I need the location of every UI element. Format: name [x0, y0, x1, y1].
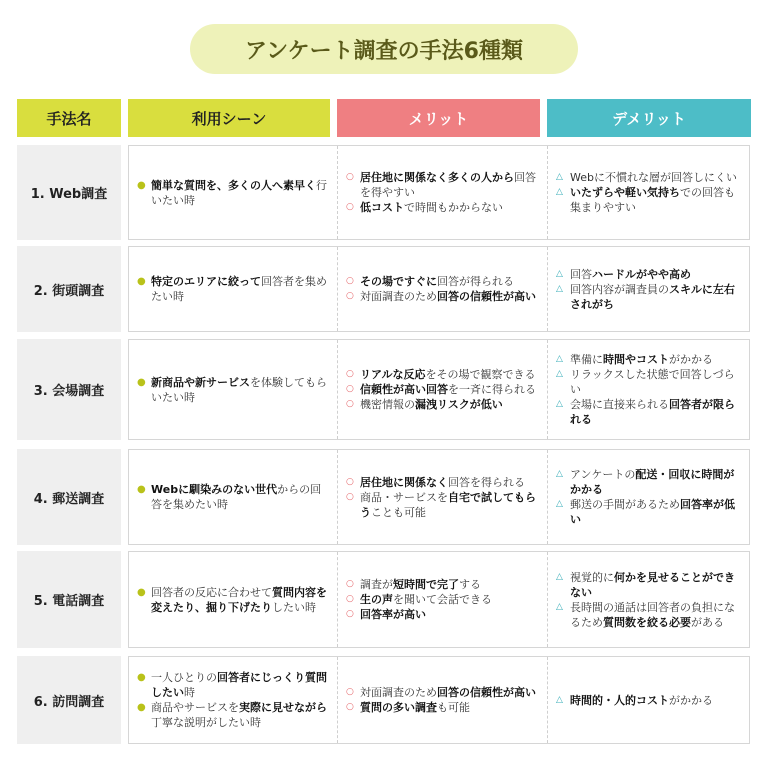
emphasis-text: 短時間で完了: [393, 578, 459, 591]
emphasis-text: 回答率が低い: [570, 498, 735, 526]
usage-scene-item: [137, 670, 329, 700]
table-row: [128, 246, 750, 332]
merit-text: [360, 607, 539, 622]
plain-text: 回答者の反応に合わせて: [151, 585, 272, 599]
merit-text: [360, 200, 539, 215]
demerit-text: [570, 570, 742, 600]
merit-cell: [337, 340, 547, 439]
merit-item: [346, 607, 539, 622]
usage-scene-text: [151, 670, 329, 700]
merit-text: [360, 170, 539, 200]
merit-cell: [337, 450, 547, 544]
merit-text: [360, 382, 539, 397]
demerit-text: [570, 497, 742, 527]
demerit-text: [570, 170, 742, 185]
circle-marker-icon: ○: [346, 384, 354, 394]
merit-item: [346, 274, 539, 289]
merit-item: [346, 170, 539, 200]
plain-text: 長時間の通話は回答者の負担になるため: [570, 600, 735, 629]
plain-text: Webに不慣れな層が回答しにくい: [570, 171, 737, 184]
triangle-marker-icon: △: [556, 694, 563, 705]
usage-scene-cell: [129, 657, 337, 743]
plain-text: 丁寧な説明がしたい時: [151, 716, 261, 729]
merit-item: [346, 685, 539, 700]
emphasis-text: 質問数を絞る必要: [603, 615, 691, 629]
bullet-dot-icon: ●: [137, 586, 146, 598]
plain-text: を一斉に得られる: [448, 383, 536, 396]
plain-text: アンケートの: [570, 468, 636, 481]
triangle-marker-icon: △: [556, 187, 563, 197]
usage-scene-cell: [129, 450, 337, 544]
plain-text: を聞いて会話できる: [393, 593, 492, 606]
merit-item: [346, 289, 539, 304]
emphasis-text: 自宅で試してもらう: [360, 490, 536, 519]
demerit-item: [556, 185, 742, 215]
demerit-text: [570, 397, 742, 427]
plain-text: がある: [691, 615, 724, 629]
plain-text: からの回答を集めたい時: [151, 483, 322, 511]
merit-item: [346, 200, 539, 215]
demerit-item: [556, 170, 742, 185]
bullet-dot-icon: ●: [137, 484, 146, 495]
triangle-marker-icon: △: [556, 571, 563, 582]
usage-scene-item: [137, 178, 329, 208]
usage-scene-item: [137, 585, 329, 615]
demerit-cell: [547, 146, 750, 239]
demerit-item: [556, 693, 742, 708]
usage-scene-text: [151, 375, 329, 405]
merit-cell: [337, 552, 547, 647]
merit-text: [360, 397, 539, 412]
demerit-item: [556, 367, 742, 397]
emphasis-text: 回答者にじっくり質問したい: [151, 671, 327, 699]
emphasis-text: 生の声: [360, 593, 393, 606]
plain-text: 一人ひとりの: [151, 671, 217, 684]
plain-text: 対面調査のため: [360, 686, 437, 699]
merit-item: [346, 475, 539, 490]
circle-marker-icon: ○: [346, 276, 354, 286]
circle-marker-icon: ○: [346, 491, 354, 502]
usage-scene-cell: [129, 146, 337, 239]
demerit-item: [556, 397, 742, 427]
bullet-dot-icon: ●: [137, 276, 146, 287]
emphasis-text: 漏洩リスクが低い: [415, 398, 503, 411]
usage-scene-text: [151, 482, 329, 512]
emphasis-text: 居住地に関係なく: [360, 475, 448, 489]
demerit-item: [556, 467, 742, 497]
triangle-marker-icon: △: [556, 469, 563, 479]
demerit-item: [556, 352, 742, 367]
merit-text: [360, 592, 539, 607]
demerit-text: [570, 282, 742, 312]
plain-text: も可能: [437, 701, 470, 714]
emphasis-text: 時間的・人的コスト: [570, 693, 669, 707]
merit-cell: [337, 657, 547, 743]
merit-text: [360, 289, 539, 304]
header-method-name: 手法名: [17, 99, 121, 137]
triangle-marker-icon: △: [556, 283, 563, 294]
demerit-text: [570, 267, 742, 282]
merit-cell: [337, 247, 547, 331]
merit-text: [360, 685, 539, 700]
plain-text: 会場に直接来られる: [570, 398, 669, 411]
usage-scene-item: [137, 274, 329, 304]
method-name: 4. 郵送調査: [17, 449, 121, 545]
demerit-item: [556, 282, 742, 312]
merit-item: [346, 700, 539, 715]
emphasis-text: スキルに左右されがち: [570, 282, 735, 311]
method-name: 3. 会場調査: [17, 339, 121, 440]
method-name: 2. 街頭調査: [17, 246, 121, 332]
triangle-marker-icon: △: [556, 354, 563, 364]
merit-item: [346, 490, 539, 520]
plain-text: 商品やサービスを: [151, 701, 239, 714]
plain-text: 回答を得られる: [448, 475, 525, 489]
usage-scene-text: [151, 178, 329, 208]
demerit-text: [570, 600, 742, 630]
emphasis-text: 簡単な質問を、多くの人へ素早く: [151, 178, 316, 192]
plain-text: がかかる: [669, 353, 713, 366]
bullet-dot-icon: ●: [137, 376, 146, 388]
usage-scene-cell: [129, 247, 337, 331]
emphasis-text: 回答の信頼性が高い: [437, 686, 536, 699]
plain-text: 行いたい時: [151, 178, 327, 207]
circle-marker-icon: ○: [346, 291, 354, 301]
merit-text: [360, 475, 539, 490]
plain-text: 調査が: [360, 578, 393, 591]
emphasis-text: 低コスト: [360, 201, 404, 214]
demerit-cell: [547, 450, 750, 544]
merit-cell: [337, 146, 547, 239]
emphasis-text: その場ですぐに: [360, 275, 437, 288]
emphasis-text: 特定のエリアに絞って: [151, 275, 261, 288]
plain-text: 回答が得られる: [437, 275, 514, 288]
plain-text: 回答者を集めたい時: [151, 275, 327, 303]
plain-text: がかかる: [669, 693, 713, 707]
plain-text: での回答も集まりやすい: [570, 186, 735, 214]
merit-text: [360, 700, 539, 715]
demerit-text: [570, 352, 742, 367]
circle-marker-icon: ○: [346, 202, 354, 212]
emphasis-text: ハードルがやや高め: [592, 267, 691, 281]
emphasis-text: 質問の多い調査: [360, 701, 437, 714]
usage-scene-item: [137, 700, 329, 730]
triangle-marker-icon: △: [556, 268, 563, 279]
circle-marker-icon: ○: [346, 594, 354, 604]
merit-text: [360, 274, 539, 289]
usage-scene-text: [151, 700, 329, 730]
merit-text: [360, 577, 539, 592]
circle-marker-icon: ○: [346, 609, 354, 619]
bullet-dot-icon: ●: [137, 179, 146, 191]
usage-scene-item: [137, 375, 329, 405]
demerit-item: [556, 570, 742, 600]
circle-marker-icon: ○: [346, 687, 354, 697]
usage-scene-text: [151, 274, 329, 304]
circle-marker-icon: ○: [346, 172, 354, 182]
demerit-item: [556, 600, 742, 630]
method-name: 6. 訪問調査: [17, 656, 121, 744]
header-usage-scene: 利用シーン: [128, 99, 330, 137]
emphasis-text: 居住地に関係なく多くの人から: [360, 171, 514, 184]
method-name: 5. 電話調査: [17, 551, 121, 648]
demerit-text: [570, 367, 742, 397]
usage-scene-cell: [129, 552, 337, 647]
emphasis-text: 回答率が高い: [360, 608, 426, 621]
merit-text: [360, 490, 539, 520]
demerit-text: [570, 185, 742, 215]
plain-text: リラックスした状態で回答しづらい: [570, 368, 735, 396]
table-row: [128, 656, 750, 744]
bullet-dot-icon: ●: [137, 702, 146, 713]
demerit-cell: [547, 552, 750, 647]
emphasis-text: 信頼性が高い回答: [360, 383, 448, 396]
plain-text: する: [459, 578, 481, 591]
triangle-marker-icon: △: [556, 172, 563, 182]
header-merit: メリット: [337, 99, 540, 137]
plain-text: したい時: [272, 600, 316, 614]
emphasis-text: 何かを見せることができない: [570, 570, 735, 599]
emphasis-text: 実際に見せながら: [239, 701, 327, 714]
circle-marker-icon: ○: [346, 579, 354, 589]
emphasis-text: 質問内容を変えたり、掘り下げたり: [151, 585, 327, 614]
demerit-text: [570, 467, 742, 497]
demerit-item: [556, 267, 742, 282]
circle-marker-icon: ○: [346, 399, 354, 409]
header-demerit: デメリット: [547, 99, 751, 137]
emphasis-text: 回答者が限られる: [570, 398, 735, 426]
emphasis-text: 時間やコスト: [603, 353, 669, 366]
circle-marker-icon: ○: [346, 702, 354, 712]
plain-text: 郵送の手間があるため: [570, 498, 680, 511]
demerit-item: [556, 497, 742, 527]
emphasis-text: いたずらや軽い気持ち: [570, 186, 680, 199]
plain-text: 機密情報の: [360, 398, 415, 411]
table-row: [128, 145, 750, 240]
merit-item: [346, 397, 539, 412]
plain-text: 回答: [570, 267, 592, 281]
plain-text: 商品・サービスを: [360, 490, 448, 504]
emphasis-text: 回答の信頼性が高い: [437, 290, 536, 303]
emphasis-text: リアルな反応: [360, 368, 426, 381]
table-row: [128, 449, 750, 545]
circle-marker-icon: ○: [346, 369, 354, 379]
merit-item: [346, 382, 539, 397]
demerit-cell: [547, 657, 750, 743]
plain-text: 視覚的に: [570, 570, 614, 584]
plain-text: を体験してもらいたい時: [151, 375, 327, 404]
triangle-marker-icon: △: [556, 399, 563, 409]
method-name: 1. Web調査: [17, 145, 121, 240]
demerit-text: [570, 693, 742, 708]
demerit-cell: [547, 340, 750, 439]
plain-text: で時間もかからない: [404, 201, 503, 214]
plain-text: ことも可能: [371, 505, 426, 519]
merit-text: [360, 367, 539, 382]
emphasis-text: 新商品や新サービス: [151, 375, 250, 389]
merit-item: [346, 592, 539, 607]
emphasis-text: Webに馴染みのない世代: [151, 483, 278, 496]
merit-item: [346, 367, 539, 382]
circle-marker-icon: ○: [346, 476, 354, 487]
plain-text: 回答を得やすい: [360, 171, 536, 199]
triangle-marker-icon: △: [556, 601, 563, 612]
emphasis-text: 配送・回収に時間がかかる: [570, 468, 735, 496]
triangle-marker-icon: △: [556, 369, 563, 379]
plain-text: 準備に: [570, 353, 603, 366]
demerit-cell: [547, 247, 750, 331]
usage-scene-cell: [129, 340, 337, 439]
plain-text: をその場で観察できる: [425, 368, 536, 381]
plain-text: 時: [184, 686, 195, 699]
bullet-dot-icon: ●: [137, 672, 146, 683]
plain-text: 対面調査のため: [360, 290, 437, 303]
triangle-marker-icon: △: [556, 499, 563, 509]
table-row: [128, 551, 750, 648]
plain-text: 回答内容が調査員の: [570, 282, 669, 296]
merit-item: [346, 577, 539, 592]
usage-scene-text: [151, 585, 329, 615]
usage-scene-item: [137, 482, 329, 512]
table-row: [128, 339, 750, 440]
page-title: アンケート調査の手法6種類: [190, 24, 578, 74]
